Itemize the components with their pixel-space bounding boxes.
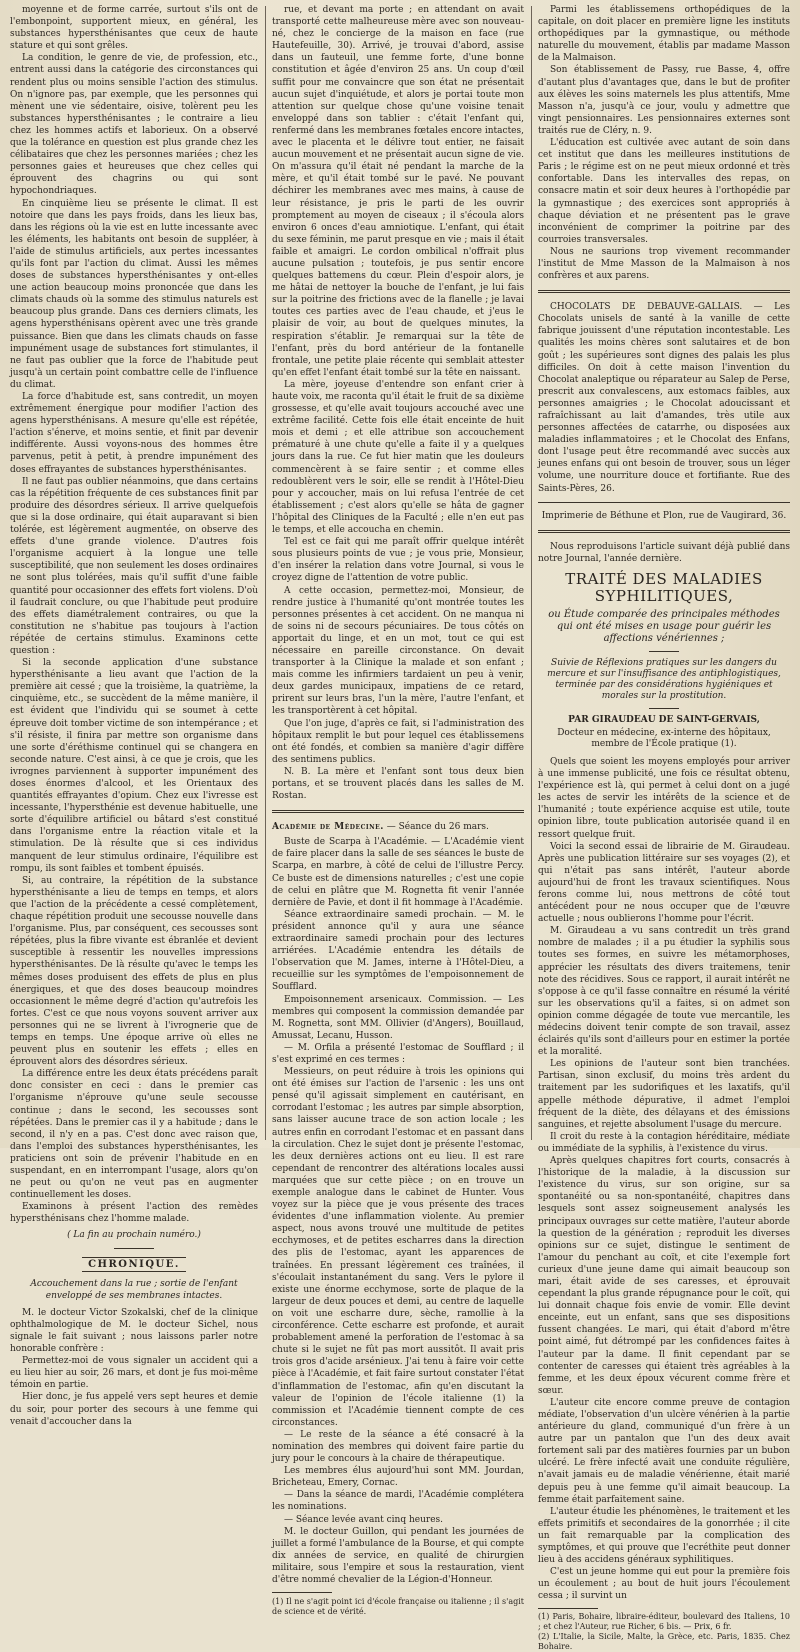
chronique-subtitle: Accouchement dans la rue ; sortie de l'enfant enveloppé de ses membranes intactes. [30, 1278, 238, 1301]
academie-paragraph: Buste de Scarpa à l'Académie. — L'Académie vient de faire placer dans la salle de ses séances le buste de Scarpa, en marbre, à côté de celui de l'illustre Percy. Ce buste est de dimensions naturelles ; c'est une copie de celui en plâtre que M. Rognetta fit venir l'année dernière de Pavie, et dont il fit hommage à l'Académie. [272, 837, 524, 908]
academie-session: — Séance du 26 mars. [386, 822, 489, 833]
orthopedie-paragraph: Parmi les établissemens orthopédiques de la capitale, on doit placer en première ligne les instituts orthopédiques par la gymnastique, ou méthode naturelle du mouvement, établis par madame Masson de la Malmaison. [538, 5, 790, 64]
article-paragraph: Il ne faut pas oublier néanmoins, que dans certains cas la répétition fréquente de ces substances finit par produire des désordres sérieux. Il arrive quelquefois que si la dose ordinaire, qui était auparavant si bien tolérée, est légèrement augmentée, on observe des effets d'une grande violence. D'autres fois l'organisme acquiert à la longue une telle susceptibilité, que non seulement les doses ordinaires ne sont plus tolérées, mais qu'il suffit d'une faible quantité pour occasionner des effets fort violens. D'où il faudrait conclure, ou que l'habitude peut produire des effets diamétralement contraires, ou que la constitution ne s'habitue pas toujours à l'action répétée de certains stimulus. Examinons cette question : [10, 476, 258, 656]
footnote: (1) Paris, Bohaire, libraire-éditeur, boulevard des Italiens, 10 ; et chez l'Auteur, rue Richer, 6 bis. — Prix, 6 fr. [538, 1611, 790, 1631]
academie-paragraph: Séance extraordinaire samedi prochain. — M. le président annonce qu'il y aura une séance extraordinaire samedi prochain pour des lectures arriérées. L'Académie entendra les détails de l'observation que M. James, interne à l'Hôtel-Dieu, a recueillie sur les symptômes de l'empoisonnement de Soufflard. [272, 909, 524, 993]
author-name: PAR GIRAUDEAU DE SAINT-GERVAIS, [568, 714, 760, 725]
column-divider-2 [531, 6, 532, 1140]
traite-subtitle-2: Suivie de Réflexions pratiques sur les dangers du mercure et sur l'insuffisance des antiphlogistiques, terminée par des considérations hygiéniques et morales sur la prostitution. [547, 657, 781, 701]
article-paragraph: Si, au contraire, la répétition de la substance hypersthénisante a lieu de temps en temps, et alors que l'action de la précédente a cessé complètement, chaque répétition produit une secousse nouvelle dans l'organisme. Plus, par conséquent, ces secousses sont répétées, plus la fibre vivante est ébranlée et devient susceptible à ressentir les nouvelles impressions hypersthénisantes. De là résulte qu'avec le temps les mêmes doses produisent des effets de plus en plus énergiques, et que des doses beaucoup moindres occasionnent le même degré d'action qu'autrefois les fortes. C'est ce que nous voyons souvent arriver aux personnes qui ne se livrent à l'ivrognerie que de temps en temps. Une époque arrive où elles ne peuvent plus en soutenir les effets ; elles en éprouvent alors des désordres sérieux. [10, 875, 258, 1068]
section-separator [272, 810, 524, 813]
review-paragraph: Quels que soient les moyens employés pour arriver à une immense publicité, une fois ce résultat obtenu, l'expérience est là, qui permet à celui dont on a jugé les actes de servir les intérêts de la science et de l'humanité ; toute expérience acquise est utile, toute opinion libre, toute publication autorisée quand il en ressort quelque fruit. [538, 756, 790, 840]
chronique-paragraph: Hier donc, je fus appelé vers sept heures et demie du soir, pour porter des secours à une femme qui venait d'accoucher dans la [10, 1392, 258, 1427]
to-be-continued-note: ( La fin au prochain numéro.) [67, 1230, 201, 1241]
chronique-paragraphs [10, 1307, 258, 1428]
academie-paragraphs [272, 836, 524, 1586]
chronique-heading [10, 1259, 258, 1270]
chronique-paragraph: Tel est ce fait qui me paraît offrir quelque intérêt sous plusieurs points de vue ; je vous prie, Monsieur, d'en insérer la relation dans votre Journal, si vous le croyez digne de l'attention de votre public. [272, 537, 524, 584]
footnote: (2) L'Italie, la Sicile, Malte, la Grèce, etc. Paris, 1835. Chez Bohaire. [538, 1631, 790, 1651]
orthopedie-paragraph: L'éducation est cultivée avec autant de soin dans cet institut que dans les meilleures institutions de Paris ; le régime est on ne peut mieux ordonné et très confortable. Dans les intervalles des repas, on consacre matin et soir deux heures à l'orthopédie par la gymnastique ; des exercices sont appropriés à chaque déviation et ne présentent pas le grave inconvénient de comprimer la poitrine par des courroies transversales. [538, 138, 790, 245]
academie-paragraph: — Séance levée avant cinq heures. [284, 1514, 443, 1525]
short-separator [114, 1248, 154, 1249]
review-paragraph: L'auteur cite encore comme preuve de contagion médiate, l'observation d'un ulcère vénérien à la partie antérieure du gland, communiqué d'un frère à un autre par un pantalon que l'un des deux avait fortement sali par des matières fournies par un bubon ulcéré. Le frère infecté avait une conduite régulière, n'avait jamais eu de maladie vénérienne, était marié depuis peu à une femme qu'il aimait beaucoup. La femme était parfaitement saine. [538, 1397, 790, 1505]
traite-subtitle: ou Étude comparée des principales méthodes qui ont été mises en usage pour guérir les affections vénériennes ; [548, 608, 780, 644]
column-left-paragraphs [10, 4, 258, 1225]
academie-paragraph: — Le reste de la séance a été consacré à la nomination des membres qui doivent faire partie du jury pour le concours à la chaire de thérapeutique. [272, 1429, 524, 1465]
section-separator-3 [538, 530, 790, 533]
chocolat-advert: CHOCOLATS DE DEBAUVE-GALLAIS. — Les Chocolats unisels de santé à la vanille de cette fabrique jouissent d'une réputation incontestable. Les qualités les moins chères sont salutaires et de bon goût ; les supérieures sont dignes des palais les plus difficiles. On doit à cette maison l'invention du Chocolat analeptique ou réparateur au Salep de Perse, prescrit aux convalescens, aux estomacs faibles, aux personnes amaigries ; le Chocolat adoucissant et rafraîchissant au lait d'amandes, très utile aux personnes affectées de catarrhe, ou disposées aux maladies inflammatoires ; et le Chocolat des Enfans, dont l'usage peut être recommandé avec succès aux jeunes enfans qui ont besoin de trouver, sous un léger volume, une nourriture douce et fortifiante. Rue des Saints-Pères, 26. [538, 302, 790, 494]
academie-paragraph: M. le docteur Guillon, qui pendant les journées de juillet a formé l'ambulance de la Bourse, et qui compte dix années de service, en qualité de chirurgien militaire, sous l'empire et sous la restauration, vient d'être nommé chevalier de la Légion-d'Honneur. [272, 1526, 524, 1585]
orthopedie-paragraph: Son établissement de Passy, rue Basse, 4, offre d'autant plus d'avantages que, dans le but de profiter aux élèves les soins maternels les plus attentifs, Mme Masson n'a, jusqu'à ce jour, voulu y admettre que vingt pensionnaires. Les pensionnaires externes sont traités rue de Cléry, n. 9. [538, 65, 790, 136]
article-paragraph: La condition, le genre de vie, de profession, etc., entrent aussi dans la catégorie des circonstances qui rendent plus ou moins sensible l'action des stimulus. On n'ignore pas, par exemple, que les personnes qui mènent une vie sédentaire, oisive, tolèrent peu les substances hypersthénisantes ; le contraire a lieu chez les hommes actifs et laborieux. On a observé que la tolérance en question est plus grande chez les célibataires que chez les personnes mariées ; chez les personnes gaies et heureuses que chez celles qui éprouvent des chagrins ou qui sont hypochondriaques. [10, 53, 258, 197]
chronique-title: CHRONIQUE. [82, 1257, 186, 1272]
chronique-paragraph: N. B. La mère et l'enfant sont tous deux bien portans, et se trouvent placés dans les salles de M. Rostan. [272, 766, 524, 802]
article-paragraph: En cinquième lieu se présente le climat. Il est notoire que dans les pays froids, dans les lieux bas, dans les régions où la vie est en lutte incessante avec les éléments, les habitants ont besoin de suppléer, à l'aide de stimulus artificiels, aux pertes incessantes qu'ils font par l'action du climat. Aussi les mêmes doses de substances hypersthénisantes y ont-elles une action beaucoup moins prononcée que dans les climats chauds où la somme des stimulus naturels est beaucoup plus grande. Dans ces derniers climats, les agens hypersthénisans opèrent avec une très grande puissance. Bien que dans les climats chauds on fasse impunément usage de substances fort stimulantes, il ne faut pas oublier que la force de l'habitude peut jusqu'à un certain point combattre celle de l'influence du climat. [10, 198, 258, 390]
chronique-paragraph: Que l'on juge, d'après ce fait, si l'administration des hôpitaux remplit le but pour lequel ces établissemens ont été fondés, et combien sa manière d'agir diffère des sentimens publics. [272, 718, 524, 765]
printer-rule [538, 502, 790, 503]
review-paragraph: M. Giraudeau a vu sans contredit un très grand nombre de malades ; il a pu étudier la syphilis sous toutes ses formes, en suivre les métamorphoses, apprécier les résultats des divers traitemens, tenir note des récidives. Sous ce rapport, il aurait intérêt ne s'oppose à ce qu'il fasse connaître en résumé la vérité sur les observations qu'il a faites, si on admet son opinion comme dégagée de toute vue mercantile, les médecins doivent tenir compte de son travail, assez éclairés qu'ils sont d'ailleurs pour en estimer la portée et la moralité. [538, 926, 790, 1058]
orthopedie-paragraph: Nous ne saurions trop vivement recommander l'institut de Mme Masson de la Malmaison à nos confrères et aux parens. [538, 246, 790, 282]
section-separator-2 [538, 290, 790, 293]
reproduce-note: Nous reproduisons l'article suivant déjà publié dans notre Journal, l'année dernière. [538, 541, 790, 564]
academie-paragraph: Empoisonnement arsenicaux. Commission. — Les membres qui composent la commission demandée par M. Rognetta, sont MM. Ollivier (d'Angers), Bouillaud, Amussat, Lecanu, Husson. [272, 994, 524, 1041]
academie-paragraph: — Dans la séance de mardi, l'Académie complétera les nominations. [272, 1490, 524, 1513]
title-separator-2 [649, 708, 679, 709]
article-paragraph: moyenne et de forme carrée, surtout s'ils ont de l'embonpoint, supportent mieux, en général, les substances hypersthénisantes que ceux de haute stature et qui sont grêles. [10, 5, 258, 52]
column-middle-paragraphs [272, 4, 524, 802]
title-separator [649, 651, 679, 652]
column-divider-1 [265, 6, 266, 1140]
academie-paragraph: Messieurs, on peut réduire à trois les opinions qui ont été émises sur l'action de l'arsenic : les uns ont pensé qu'il agissait simplement en cautérisant, en corrodant l'estomac ; les autres par simple absorption, sans laisser aucune trace de son action locale ; les autres enfin en corrodant l'estomac et en passant dans la circulation. Chez le sujet dont je présente l'estomac, les deux dernières actions ont eu lieu. Il est rare cependant de rencontrer des altérations locales aussi marquées que sur cette pièce ; on en trouve un exemple analogue dans le cabinet de Hunter. Vous voyez sur la pièce que je vous présente des traces évidentes d'une inflammation violente. Au premier aspect, nous avons trouvé une multitude de petites ecchymoses, et de petites escharres dans la direction des plis de l'estomac, ayant les apparences de traînées. En pressant légèrement ces traînées, il s'écoulait instantanément du sang. Vers le pylore il existe une énorme ecchymose, sorte de plaque de la largeur de deux pouces et demi, au centre de laquelle on voit une escharre dure, sèche, ramollie à la circonférence. Cette escharre est profonde, et aurait probablement amené la perforation de l'estomac à sa chute si le sujet ne fût pas mort aussitôt. Il avait pris trois gros d'acide arsénieux. J'ai tenu à faire voir cette pièce à l'Académie, et fait faire surtout constater l'état d'inflammation de l'estomac, afin qu'en discutant la valeur de l'opinion de l'école italienne (1) la commission et l'Académie tiennent compte de ces circonstances. [272, 1067, 524, 1428]
review-paragraph: C'est un jeune homme qui eut pour la première fois un écoulement ; au bout de huit jours l'écoulement cessa ; il survint un [538, 1567, 790, 1602]
traite-title: TRAITÉ DES MALADIES SYPHILITIQUES, [565, 569, 763, 605]
footnote-rule [272, 1592, 332, 1593]
column-right [538, 4, 790, 1651]
chronique-paragraph: Permettez-moi de vous signaler un accident qui a eu lieu hier au soir, 26 mars, et dont je fus moi-même témoin en partie. [10, 1356, 258, 1391]
article-paragraph: Examinons à présent l'action des remèdes hypersthénisans chez l'homme malade. [10, 1202, 258, 1225]
printer-line: Imprimerie de Béthune et Plon, rue de Vaugirard, 36. [541, 510, 787, 521]
author-detail: Docteur en médecine, ex-interne des hôpitaux, membre de l'École pratique (1). [557, 727, 771, 749]
chronique-paragraph: M. le docteur Victor Szokalski, chef de la clinique ophthalmologique de M. le docteur Sichel, nous signale le fait suivant ; nous laissons parler notre honorable confrère : [10, 1307, 258, 1355]
chronique-paragraph: rue, et devant ma porte ; en attendant on avait transporté cette malheureuse mère avec son nouveau-né, chez le concierge de la maison en face (rue Hautefeuille, 30). Arrivé, je trouvai d'abord, assise dans un fauteuil, une femme forte, d'une bonne constitution et âgée d'environ 25 ans. Un coup d'œil suffit pour me convaincre que son état ne présentait aucun sujet d'inquiétude, et alors je portai toute mon attention sur quelque chose qu'une voisine tenait enveloppé dans son tablier : c'était l'enfant qui, renfermé dans les membranes fœtales encore intactes, avec le placenta et le délivre tout entier, ne faisait aucun mouvement et ne présentait aucun signe de vie. On m'assura qu'il était né pendant la marche de la mère, et qu'il était tombé sur le pavé. Ne pouvant déchirer les membranes avec mes mains, à cause de leur résistance, je pris le parti de les ouvrir promptement au moyen de ciseaux ; il s'écoula alors environ 6 onces d'eau amniotique. L'enfant, qui était du sexe féminin, me parut presque en vie ; mais il était faible et amaigri. Le cordon ombilical n'offrait plus aucune pulsation ; toutefois, je pus sentir encore quelques battemens du cœur. Plein d'espoir alors, je me hâtai de nettoyer la bouche de l'enfant, je lui fais sur la poitrine des frictions avec de la flanelle ; je lavai toutes ces parties avec de l'eau chaude, et j'eus le plaisir de voir, au bout de quelques minutes, la respiration s'établir. Je remarquai sur la tête de l'enfant, près du bord antérieur de la fontanelle frontale, une petite plaie récente qui semblait attester qu'en effet l'enfant était tombé sur la tête en naissant. [272, 5, 524, 378]
column-left [10, 4, 258, 1427]
review-paragraph: L'auteur étudie les phénomènes, le traitement et les effets primitifs et secondaires de la gonorrhée ; il cite un fait remarquable par la complication des symptômes, et qui prouve que l'ecréthite peut donner lieu à des accidens généraux syphilitiques. [538, 1506, 790, 1566]
article-paragraph: La différence entre les deux états précédens paraît donc consister en ceci : dans le premier cas l'organisme n'éprouve qu'une seule secousse continue ; dans le second, les secousses sont répétées. Dans le premier cas il y a habitude ; dans le second, il n'y en a pas. C'est donc avec raison que, dans l'emploi des substances hypersthénisantes, les praticiens ont soin de prévenir l'habitude en en suspendant, en en interrompant l'usage, alors qu'on ne peut ou qu'on ne veut pas en augmenter continuellement les doses. [10, 1069, 258, 1201]
review-paragraph: Les opinions de l'auteur sont bien tranchées. Partisan, sinon exclusif, du moins très ardent du traitement par les sudorifiques et les laxatifs, qu'il appelle méthode dépurative, il admet l'emploi fréquent de la diète, des délayans et des émissions sanguines, et rejette absolument l'usage du mercure. [538, 1059, 790, 1130]
column-middle [272, 4, 524, 1617]
review-paragraph: Il croit du reste à la contagion héréditaire, médiate ou immédiate de la syphilis, à l'existence du virus. [538, 1131, 790, 1154]
middle-footnote: (1) Il ne s'agit point ici d'école française ou italienne ; il s'agit de science et de vérité. [272, 1597, 524, 1617]
footnote-rule-2 [538, 1608, 598, 1609]
article-paragraph: La force d'habitude est, sans contredit, un moyen extrêmement énergique pour modifier l'action des agens hypersthénisans. A mesure qu'elle est répétée, l'action s'énerve, et moins sentie, et finit par devenir indifférente. Aussi voyons-nous des hommes être parvenus, petit à petit, à prendre impunément des doses effrayantes de substances hypersthénisantes. [10, 392, 258, 475]
academie-paragraph: Les membres élus aujourd'hui sont MM. Jourdan, Bricheteau, Emery, Cornac. [272, 1466, 524, 1489]
academie-paragraph: — M. Orfila a présenté l'estomac de Soufflard ; il s'est exprimé en ces termes : [272, 1042, 524, 1065]
article-paragraph: Si la seconde application d'une substance hypersthénisante a lieu avant que l'action de la première ait cessé ; que la troisième, la quatrième, la cinquième, etc., se succèdent de la même manière, il est évident que l'individu qui se soumet à cette épreuve doit tomber victime de son intempérance ; et s'il résiste, il finira par mettre son organisme dans une sorte d'éréthisme continuel qui se changera en seconde nature. C'est ainsi, à ce que je crois, que les ivrognes parviennent à supporter impunément des doses énormes d'alcool, et les Orientaux des quantités effrayantes d'opium. Chez eux l'ivresse est incessante, l'hypersthénie est devenue habituelle, une sorte d'équilibre artificiel ou bâtard s'est constitué dans l'organisme entre la réaction vitale et la stimulation. De là résulte que si ces individus manquent de leur stimulus ordinaire, l'équilibre est rompu, ils sont faibles et tombent épuisés. [10, 658, 258, 874]
academie-header [272, 821, 524, 833]
column-right-paragraphs [538, 4, 790, 282]
chronique-paragraph: A cette occasion, permettez-moi, Monsieur, de rendre justice à l'humanité qu'ont montrée toutes les personnes présentes à cet accident. On ne manqua ni de soins ni de secours pécuniaires. De tous côtés on apportait du linge, et en un mot, tout ce qui est nécessaire en pareille circonstance. On devait transporter à la Clinique la malade et son enfant ; mais comme les infirmiers tardaient un peu à venir, deux gardes municipaux, impatiens de ce retard, prirent sur leurs bras, l'un la mère, l'autre l'enfant, et les transportèrent à cet hôpital. [272, 585, 524, 717]
review-paragraph: Voici la second essai de librairie de M. Giraudeau. Après une publication littéraire sur ses voyages (2), et qui n'était pas sans intérêt, l'auteur aborde aujourd'hui de front les travaux scientifiques. Nous ferons comme lui, nous mettrons de côté tout antécédent pour ne nous occuper que de l'œuvre actuelle ; nous oublierons l'homme pour l'écrit. [538, 841, 790, 925]
academie-heading: Académie de Médecine. [272, 822, 384, 833]
traite-paragraphs [538, 756, 790, 1603]
chronique-paragraph: La mère, joyeuse d'entendre son enfant crier à haute voix, me raconta qu'il était le fruit de sa dixième grossesse, et qu'elle avait toujours accouché avec une extrême facilité. Cette fois elle était enceinte de huit mois et demi ; et elle attribue son accouchement prématuré à une chute qu'elle a faite il y a quelques jours dans la rue. Ce fut hier matin que les douleurs commencèrent à se faire sentir ; et comme elles redoublèrent vers le soir, elle se rendit à l'Hôtel-Dieu pour y accoucher, mais on lui refusa l'entrée de cet établissement ; c'est alors qu'elle se hâta de gagner l'hôpital des Cliniques de la Faculté ; elle n'en eut pas le temps, et elle accoucha en chemin. [272, 379, 524, 536]
review-paragraph: Après quelques chapitres fort courts, consacrés à l'historique de la maladie, à la discussion sur l'existence du virus, sur son origine, sur sa spontanéité ou sa non-spontanéité, chapitres dans lesquels sont assez soigneusement analysés les principaux ouvrages sur cette matière, l'auteur aborde la question de la génération ; reproduit les diverses opinions sur ce sujet, distingue le sentiment de l'amour du penchant au coït, et cite l'exemple fort curieux d'une jeune dame qui aimait beaucoup son mari, était avide de ses caresses, et éprouvait cependant la plus grande répugnance pour le coït, qui lui donnait chaque fois envie de vomir. Elle devint enceinte, eut un enfant, sans que ses dispositions fussent changées. Le mari, qui était d'abord m'être point aimé, fut détrompé par les confidences faites à l'auteur par la dame. Il finit cependant par se contenter de caresses qui étaient très agréables à la femme, et les deux époux vécurent comme frère et sœur. [538, 1156, 790, 1396]
right-footnotes [538, 1612, 790, 1652]
